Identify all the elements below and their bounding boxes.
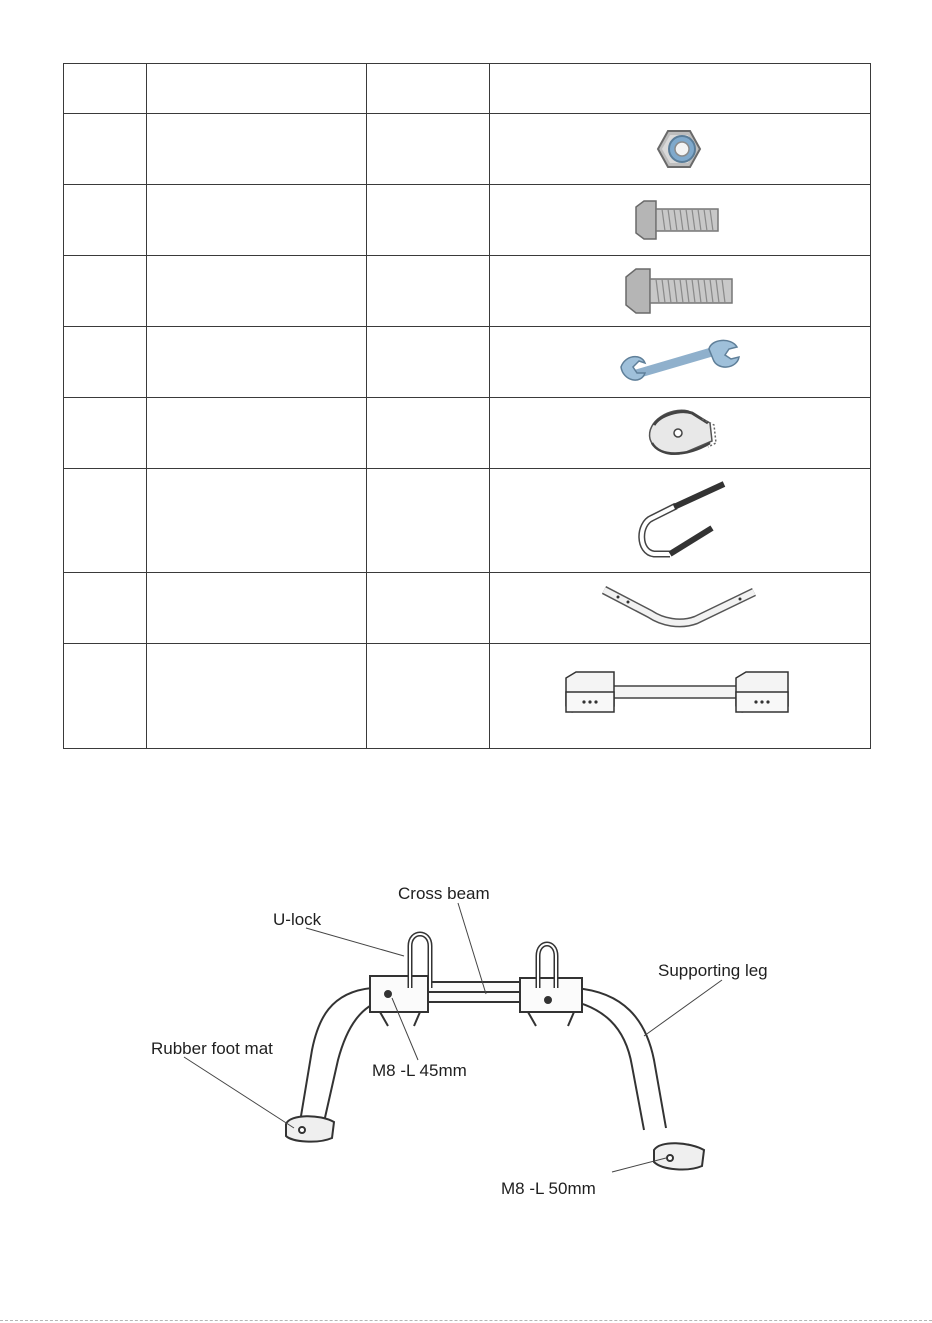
table-row — [64, 644, 871, 749]
cross-beam-icon — [560, 656, 800, 736]
table-row — [64, 469, 871, 573]
row-qty — [367, 256, 490, 327]
header-qty — [367, 64, 490, 114]
row-name — [147, 469, 367, 573]
lock-nut-icon — [650, 119, 710, 179]
row-no — [64, 185, 147, 256]
row-qty — [367, 469, 490, 573]
label-bolt-50mm: M8 -L 50mm — [501, 1179, 596, 1198]
row-name — [147, 256, 367, 327]
row-name — [147, 644, 367, 749]
label-cross-beam: Cross beam — [398, 884, 490, 903]
short-bolt-icon — [630, 195, 730, 245]
leader-lines — [184, 903, 722, 1172]
row-image — [490, 469, 871, 573]
row-name — [147, 114, 367, 185]
header-name — [147, 64, 367, 114]
row-image — [490, 573, 871, 644]
row-image — [490, 398, 871, 469]
row-image — [490, 644, 871, 749]
row-no — [64, 398, 147, 469]
foot-mat-right — [654, 1143, 704, 1169]
supporting-leg-icon — [600, 580, 760, 636]
row-no — [64, 256, 147, 327]
wrench-icon — [615, 337, 745, 387]
long-bolt-icon — [620, 263, 740, 319]
row-qty — [367, 327, 490, 398]
table-row — [64, 114, 871, 185]
row-no — [64, 114, 147, 185]
row-qty — [367, 114, 490, 185]
table-row — [64, 398, 871, 469]
header-image — [490, 64, 871, 114]
row-image — [490, 185, 871, 256]
table-row — [64, 185, 871, 256]
row-image — [490, 114, 871, 185]
row-no — [64, 644, 147, 749]
table-row — [64, 256, 871, 327]
row-name — [147, 573, 367, 644]
table-row — [64, 327, 871, 398]
table-row — [64, 573, 871, 644]
parts-table — [63, 63, 871, 749]
row-qty — [367, 185, 490, 256]
label-u-lock: U-lock — [273, 910, 322, 929]
label-supporting-leg: Supporting leg — [658, 961, 768, 980]
label-bolt-45mm: M8 -L 45mm — [372, 1061, 467, 1080]
row-no — [64, 573, 147, 644]
row-no — [64, 469, 147, 573]
row-image — [490, 256, 871, 327]
stand-illustration — [300, 934, 666, 1130]
row-name — [147, 327, 367, 398]
header-no — [64, 64, 147, 114]
label-rubber-foot-mat: Rubber foot mat — [151, 1039, 273, 1058]
row-qty — [367, 398, 490, 469]
assembly-diagram — [0, 860, 932, 1220]
table-header-row — [64, 64, 871, 114]
row-no — [64, 327, 147, 398]
u-lock-icon — [630, 476, 730, 566]
row-qty — [367, 644, 490, 749]
foot-mat-left — [286, 1116, 334, 1141]
row-image — [490, 327, 871, 398]
rubber-foot-mat-icon — [640, 401, 720, 465]
row-qty — [367, 573, 490, 644]
page-bottom-rule — [0, 1320, 932, 1321]
row-name — [147, 185, 367, 256]
row-name — [147, 398, 367, 469]
